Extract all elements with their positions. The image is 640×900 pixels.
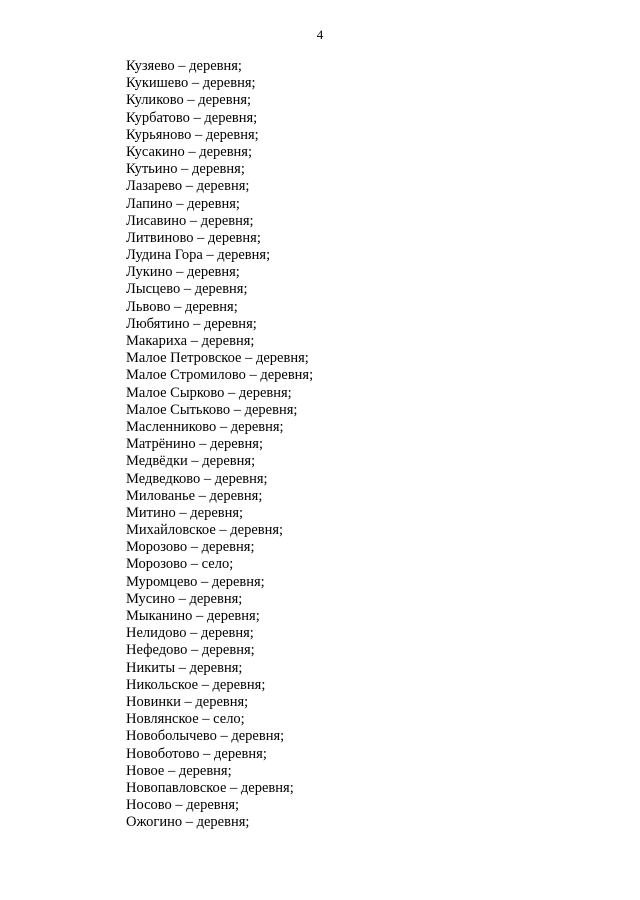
list-item: Михайловское – деревня; — [126, 522, 284, 539]
list-item: Новоболычево – деревня; — [126, 728, 285, 745]
list-item: Курбатово – деревня; — [126, 109, 258, 126]
list-item: Ожогино – деревня; — [126, 814, 250, 831]
list-item: Лудина Гора – деревня; — [126, 247, 271, 264]
list-item: Никиты – деревня; — [126, 659, 243, 676]
list-item: Малое Стромилово – деревня; — [126, 367, 314, 384]
list-item: Макариха – деревня; — [126, 333, 255, 349]
list-item: Литвиново – деревня; — [126, 229, 261, 246]
list-item: Кусакино – деревня; — [126, 143, 252, 160]
list-item: Милованье – деревня; — [126, 487, 263, 504]
list-item: Львово – деревня; — [126, 298, 238, 315]
list-item: Муромцево – деревня; — [126, 573, 265, 590]
list-item: Кузяево – деревня; — [126, 58, 242, 74]
list-item: Морозово – деревня; — [126, 539, 255, 556]
list-item: Малое Сытьково – деревня; — [126, 401, 298, 418]
list-item: Малое Петровское – деревня; — [126, 350, 309, 367]
list-item: Любятино – деревня; — [126, 315, 257, 332]
list-item: Масленниково – деревня; — [126, 418, 284, 435]
list-item: Лукино – деревня; — [126, 264, 240, 281]
list-item: Малое Сырково – деревня; — [126, 384, 292, 401]
list-item: Митино – деревня; — [126, 504, 244, 521]
list-item: Морозово – село; — [126, 556, 234, 573]
list-item: Лисавино – деревня; — [126, 212, 254, 229]
list-item: Нелидово – деревня; — [126, 625, 254, 642]
list-item: Новоботово – деревня; — [126, 745, 267, 762]
list-item: Лапино – деревня; — [126, 195, 240, 212]
settlement-list — [126, 58, 313, 831]
list-item: Мусино – деревня; — [126, 590, 243, 607]
list-item: Новинки – деревня; — [126, 693, 249, 710]
list-item: Лазарево – деревня; — [126, 178, 250, 195]
list-item: Медведково – деревня; — [126, 470, 268, 487]
list-item: Кутьино – деревня; — [126, 161, 245, 178]
list-item: Нефедово – деревня; — [126, 642, 255, 659]
list-item: Матрёнино – деревня; — [126, 436, 263, 453]
list-item: Мыканино – деревня; — [126, 608, 260, 624]
list-item: Носово – деревня; — [126, 797, 240, 814]
list-item: Новопавловское – деревня; — [126, 779, 294, 796]
list-item: Новлянское – село; — [126, 711, 245, 728]
list-item: Куликово – деревня; — [126, 92, 252, 109]
list-item: Никольское – деревня; — [126, 676, 266, 693]
list-item: Кукишево – деревня; — [126, 75, 256, 92]
list-item: Медвёдки – деревня; — [126, 453, 256, 470]
page-number: 4 — [316, 27, 324, 42]
list-item: Лысцево – деревня; — [126, 281, 248, 298]
list-item: Курьяново – деревня; — [126, 126, 259, 143]
list-item: Новое – деревня; — [126, 762, 232, 779]
